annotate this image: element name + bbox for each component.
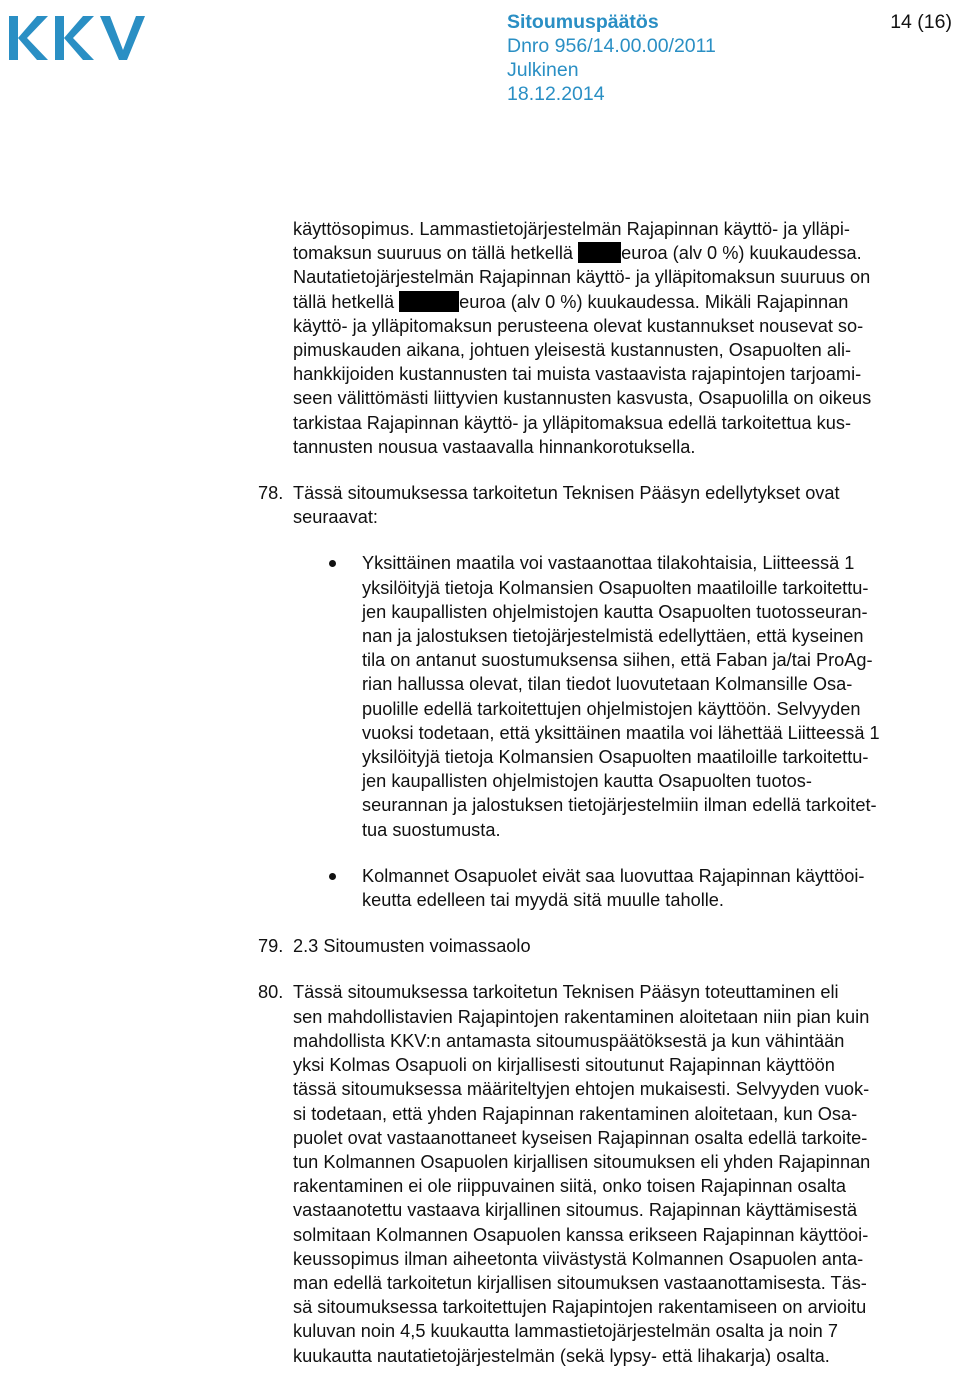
- list-item: [258, 551, 960, 841]
- text-line: mahdollista KKV:n antamasta sitoumuspäätöksestä ja kun vähintään: [293, 1030, 845, 1051]
- kkv-logo: [6, 10, 146, 66]
- text-line: sä sitoumuksessa tarkoitettujen Rajapintojen rakentamiseen on arvioitu: [293, 1297, 867, 1318]
- text-line: seen välittömästi liittyvien kustannusten kasvusta, Osapuolilla on oikeus: [293, 388, 872, 409]
- text-line: yksilöityjä tietoja Kolmansien Osapuolten maatiloille tarkoitettu-: [362, 747, 869, 768]
- text-line: Kolmannet Osapuolet eivät saa luovuttaa Rajapinnan käyttöoi-: [362, 865, 865, 886]
- text-line: kuluvan noin 4,5 kuukautta lammastietojärjestelmän osalta ja noin 7: [293, 1321, 838, 1342]
- list-item: [258, 864, 960, 912]
- redaction-block: [578, 242, 621, 263]
- text-line: tila on antanut suostumuksensa siihen, että Faban ja/tai ProAg-: [362, 650, 873, 671]
- text-line: nan ja jalostuksen tietojärjestelmistä edellyttäen, että kyseinen: [362, 626, 864, 647]
- text-line: solmitaan Kolmannen Osapuolen kanssa erikseen Rajapinnan käyttöoi-: [293, 1224, 869, 1245]
- text-line: jen kaupallisten ohjelmistojen kautta Osapuolten tuotosseuran-: [362, 601, 868, 622]
- text-line: tun Kolmannen Osapuolen kirjallisen sitoumuksen eli yhden Rajapinnan: [293, 1151, 871, 1172]
- text-line: vastaanotettu vastaava kirjallinen sitoumus. Rajapinnan käyttämisestä: [293, 1200, 858, 1221]
- intro-paragraph: [258, 217, 960, 459]
- text-line: Tässä sitoumuksessa tarkoitetun Teknisen Pääsyn toteuttaminen eli: [293, 982, 839, 1003]
- document-body: [258, 217, 960, 1368]
- text-line: keussopimus ilman aiheetonta viivästystä Kolmannen Osapuolen anta-: [293, 1248, 864, 1269]
- text-line: seuraavat:: [293, 507, 378, 528]
- bullet-icon: [329, 560, 336, 567]
- text-line: käyttö- ja ylläpitomaksun perusteena olevat kustannukset nousevat so-: [293, 315, 864, 336]
- document-header: [507, 10, 952, 106]
- paragraph-number: 79.: [258, 936, 284, 957]
- paragraph-79: [258, 934, 960, 958]
- text-line: yksilöityjä tietoja Kolmansien Osapuolten maatiloille tarkoitettu-: [362, 577, 869, 598]
- section-heading: 2.3 Sitoumusten voimassaolo: [293, 936, 531, 957]
- text-line: Tässä sitoumuksessa tarkoitetun Teknisen Pääsyn edellytykset ovat: [293, 483, 840, 504]
- paragraph-78: [258, 481, 960, 529]
- text-line: yksi Kolmas Osapuoli on kirjallisesti sitoutunut Rajapinnan käyttöön: [293, 1055, 835, 1076]
- text-line: puolet ovat vastaanottaneet kyseisen Rajapinnan osalta edellä tarkoite-: [293, 1127, 868, 1148]
- bullet-list: [258, 551, 960, 912]
- text-line: puolille edellä tarkoitettujen ohjelmistojen käyttöön. Selvyyden: [362, 698, 861, 719]
- text-line: tua suostumusta.: [362, 819, 501, 840]
- text-line: sen mahdollistavien Rajapintojen rakentaminen aloitetaan niin pian kuin: [293, 1006, 870, 1027]
- paragraph-number: 78.: [258, 483, 284, 504]
- text-line: tarkistaa Rajapinnan käyttö- ja ylläpitomaksua edellä tarkoitettua kus-: [293, 412, 852, 433]
- text-line: tannusten nousua vastaavalla hinnankorotuksella.: [293, 436, 696, 457]
- text-line: tässä sitoumuksessa määriteltyjen ehtojen mukaisesti. Selvyyden vuok-: [293, 1079, 870, 1100]
- page-number: 14 (16): [890, 11, 952, 33]
- text-line: keutta edelleen tai myydä sitä muulle taholle.: [362, 890, 724, 911]
- text-line: jen kaupallisten ohjelmistojen kautta Osapuolten tuotos-: [362, 771, 812, 792]
- text-line: rakentaminen ei ole riippuvainen siitä, onko toisen Rajapinnan osalta: [293, 1176, 847, 1197]
- text-line: tomaksun suuruus on tällä hetkellä euroa (alv 0 %) kuukaudessa.: [293, 243, 862, 264]
- text-line: si todetaan, että yhden Rajapinnan rakentaminen aloitetaan, kun Osa-: [293, 1103, 858, 1124]
- paragraph-80: [258, 980, 960, 1367]
- text-line: käyttösopimus. Lammastietojärjestelmän Rajapinnan käyttö- ja ylläpi-: [293, 219, 850, 239]
- bullet-icon: [329, 873, 336, 880]
- text-line: hankkijoiden kustannusten tai muista vastaavista rajapintojen tarjoami-: [293, 364, 862, 385]
- text-line: tällä hetkellä euroa (alv 0 %) kuukaudessa. Mikäli Rajapinnan: [293, 291, 849, 312]
- text-line: Yksittäinen maatila voi vastaanottaa tilakohtaisia, Liitteessä 1: [362, 553, 855, 574]
- document-title: Sitoumuspäätös: [507, 11, 659, 33]
- document-date: 18.12.2014: [507, 83, 605, 105]
- text-line: man edellä tarkoitetun kirjallisen sitoumuksen vastaanottamisesta. Täs-: [293, 1272, 867, 1293]
- text-line: Nautatietojärjestelmän Rajapinnan käyttö- ja ylläpitomaksun suuruus on: [293, 267, 871, 288]
- text-line: pimuskauden aikana, johtuen yleisestä kustannusten, Osapuolten ali-: [293, 340, 852, 361]
- text-line: seurannan ja jalostuksen tietojärjestelmiin ilman edellä tarkoitet-: [362, 795, 877, 816]
- text-line: rian hallussa olevat, tilan tiedot luovutetaan Kolmansille Osa-: [362, 674, 853, 695]
- paragraph-number: 80.: [258, 982, 284, 1003]
- redaction-block: [399, 291, 459, 312]
- classification: Julkinen: [507, 59, 579, 81]
- text-line: vuoksi todetaan, että yksittäinen maatila voi lähettää Liitteessä 1: [362, 722, 880, 743]
- text-line: kuukautta nautatietojärjestelmän (sekä lypsy- että lihakarja) osalta.: [293, 1345, 830, 1366]
- document-number: Dnro 956/14.00.00/2011: [507, 35, 716, 57]
